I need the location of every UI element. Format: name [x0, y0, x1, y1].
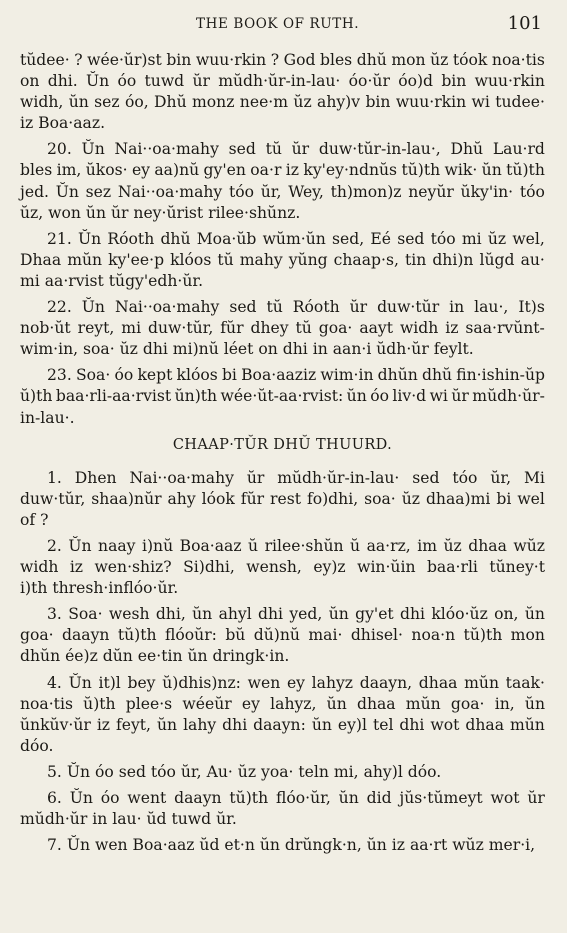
text-line: of ? [20, 510, 49, 529]
text-line: iz Boa·aaz. [20, 114, 106, 133]
paragraph [20, 673, 545, 757]
text-line: wim·in, soa· ŭz dhi mi)nŭ léet on dhi in aan·i ŭdh·ŭr feylt. [20, 340, 474, 359]
text-line: 1. Dhen Nai··oa·mahy ŭr mŭdh·ŭr-in-lau· sed tóo ŭr, Mi [47, 468, 545, 487]
text-line: mi aa·rvist tŭgy'edh·ŭr. [20, 271, 204, 290]
text-line: Dhaa mŭn ky'ee·p klóos tŭ mahy yŭng chaap·s, tin dhi)n lŭgd au· [20, 250, 545, 269]
text-line: jed. Ŭn sez Nai··oa·mahy tóo ŭr, Wey, th)mon)z neyŭr ŭky'in· tóo [20, 182, 545, 201]
paragraph [20, 468, 545, 531]
text-line: widh iz wen·shiz? Si)dhi, wensh, ey)z win·ŭin baa·rli tŭney·t [20, 558, 545, 577]
text-line: mŭdh·ŭr in lau· ŭd tuwd ŭr. [20, 810, 237, 829]
text-line: on dhi. Ŭn óo tuwd ŭr mŭdh·ŭr-in-lau· óo·ŭr óo)d bin wuu·rkin [20, 72, 545, 91]
paragraph [20, 788, 545, 830]
paragraph [20, 139, 545, 223]
paragraph [20, 762, 545, 783]
paragraph [20, 50, 545, 134]
chapter-heading: CHAAP·TŬR DHŬ THUURD. [172, 436, 393, 453]
text-line: 20. Ŭn Nai··oa·mahy sed tŭ ŭr duw·tŭr-in-lau·, Dhŭ Lau·rd [47, 140, 545, 159]
paragraph [20, 536, 545, 599]
text-line: widh, ŭn sez óo, Dhŭ monz nee·m ŭz ahy)v bin wuu·rkin wi tudee· [20, 93, 545, 112]
text-line: dóo. [20, 736, 54, 755]
page-header [0, 12, 567, 38]
text-line: i)th thresh·inflóo·ŭr. [20, 579, 179, 598]
text-line: goa· daayn tŭ)th flóoŭr: bŭ dŭ)nŭ mai· dhisel· noa·n tŭ)th mon [20, 626, 545, 645]
text-line: ŭz, won ŭn ŭr ney·ŭrist rilee·shŭnz. [20, 203, 301, 222]
paragraph [20, 604, 545, 667]
paragraph [20, 297, 545, 360]
paragraph [20, 835, 545, 856]
text-line: nob·ŭt reyt, mi duw·tŭr, fŭr dhey tŭ goa· aayt widh iz saa·rvŭnt- [20, 319, 545, 338]
text-line: 4. Ŭn it)l bey ŭ)dhis)nz: wen ey lahyz daayn, dhaa mŭn taak· [47, 673, 545, 692]
text-line: bles im, ŭkos· ey aa)nŭ gy'en oa·r iz ky'ey·ndnŭs tŭ)th wik· ŭn tŭ)th [20, 161, 545, 180]
text-line: 21. Ŭn Róoth dhŭ Moa·ŭb wŭm·ŭn sed, Eé sed tóo mi ŭz wel, [47, 229, 545, 248]
chapter-2-ending [20, 50, 545, 429]
chapter-3-opening [20, 468, 545, 857]
text-line: noa·tis ŭ)th plee·s wéeŭr ey lahyz, ŭn dhaa mŭn goa· in, ŭn [20, 694, 545, 713]
text-line: tŭdee· ? wée·ŭr)st bin wuu·rkin ? God bles dhŭ mon ŭz tóok noa·tis [20, 51, 545, 69]
text-line: 6. Ŭn óo went daayn tŭ)th flóo·ŭr, ŭn did jŭs·tŭmeyt wot ŭr [47, 789, 545, 807]
text-line: 23. Soa· óo kept klóos bi Boa·aaziz wim·in dhŭn dhŭ fin·ishin-ŭp [47, 366, 545, 385]
text-line: 22. Ŭn Nai··oa·mahy sed tŭ Róoth ŭr duw·tŭr in lau·, It)s [47, 298, 545, 317]
paragraph [20, 365, 545, 428]
text-line: 2. Ŭn naay i)nŭ Boa·aaz ŭ rilee·shŭn ŭ aa·rz, im ŭz dhaa wŭz [47, 536, 545, 555]
text-line: in-lau·. [20, 408, 75, 427]
text-line: 5. Ŭn óo sed tóo ŭr, Au· ŭz yoa· teln mi, ahy)l dóo. [47, 762, 442, 781]
page-number: 101 [507, 13, 542, 34]
paragraph [20, 229, 545, 292]
text-line: ŭ)th baa·rli-aa·rvist ŭn)th wée·ŭt-aa·rvist: ŭn óo liv·d wi ŭr mŭdh·ŭr- [20, 387, 545, 406]
text-line: duw·tŭr, shaa)nŭr ahy lóok fŭr rest fo)dhi, soa· ŭz dhaa)mi bi wel [20, 489, 545, 508]
text-line: dhŭn ée)z dŭn ee·tin ŭn dringk·in. [20, 647, 290, 666]
text-line: ŭnkŭv·ŭr iz feyt, ŭn lahy dhi daayn: ŭn ey)l tel dhi wot dhaa mŭn [20, 715, 545, 734]
text-line: 7. Ŭn wen Boa·aaz ŭd et·n ŭn drŭngk·n, ŭn iz aa·rt wŭz mer·i, [47, 836, 536, 855]
running-title: THE BOOK OF RUTH. [196, 16, 360, 32]
text-line: 3. Soa· wesh dhi, ŭn ahyl dhi yed, ŭn gy'et dhi klóo·ŭz on, ŭn [47, 605, 545, 624]
page-body [20, 50, 545, 856]
